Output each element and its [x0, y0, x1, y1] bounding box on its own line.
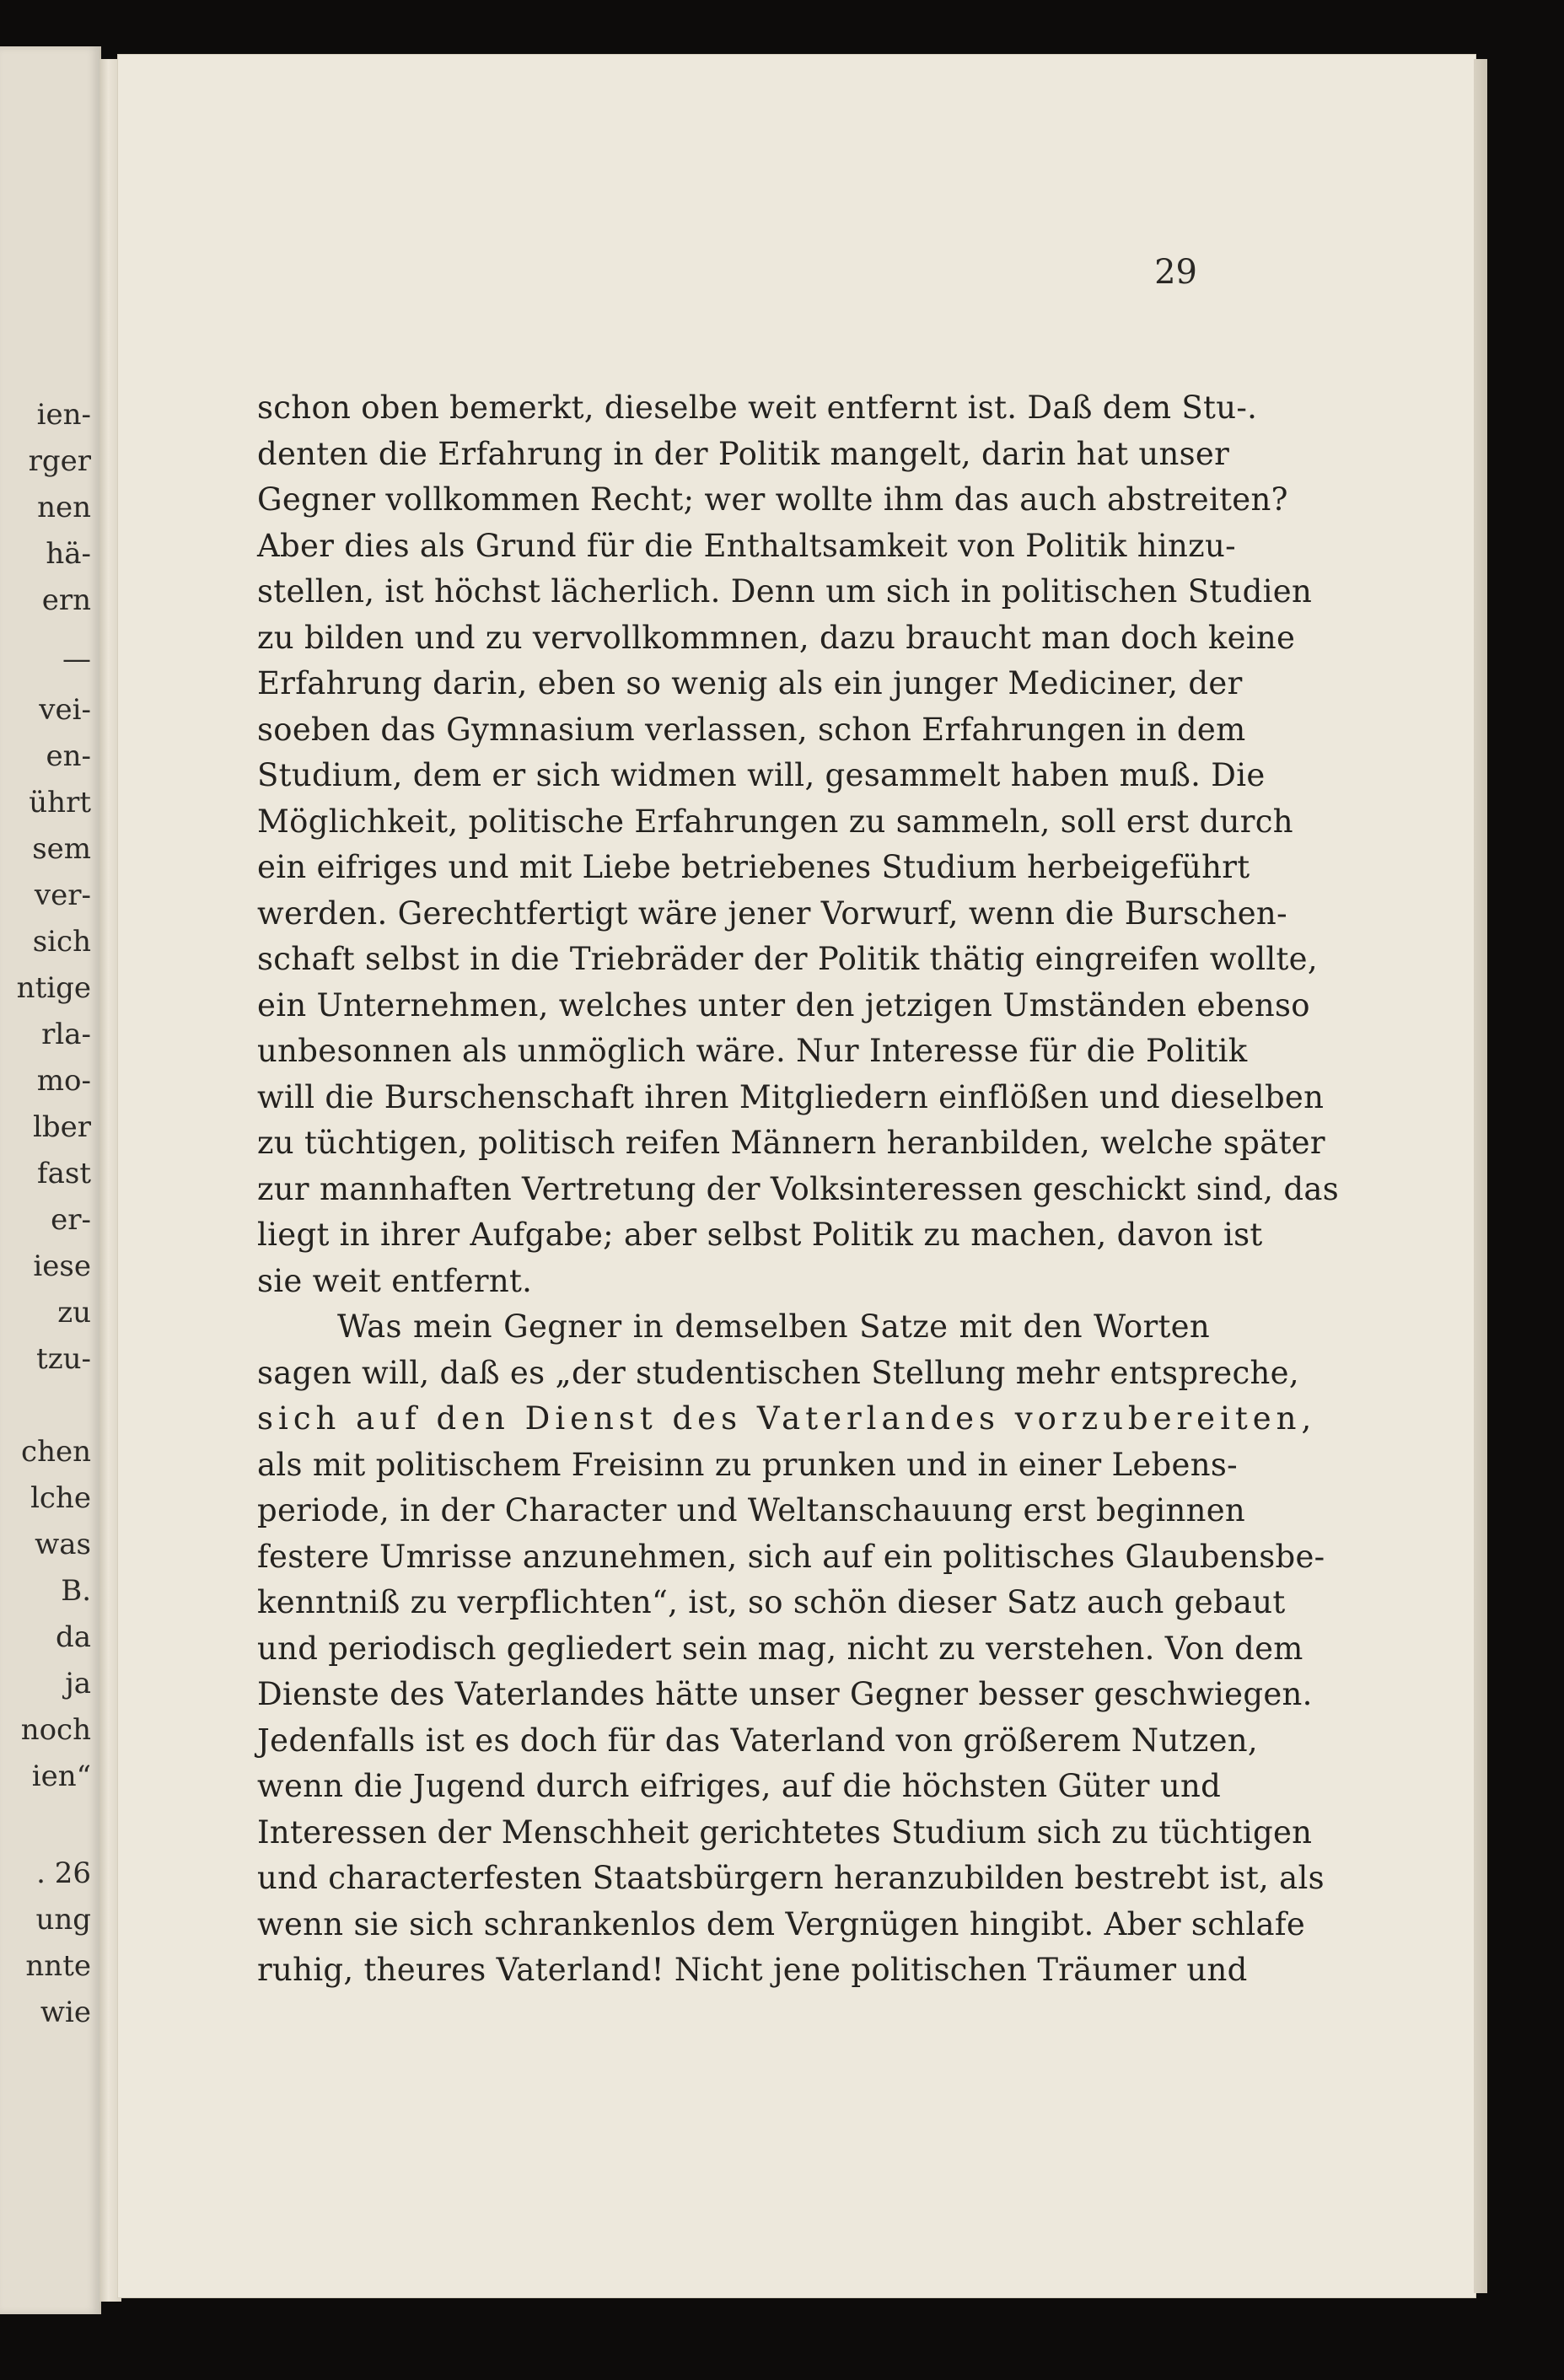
text-line: kenntniß zu verpflichten“, ist, so schön dieser Satz auch gebaut: [257, 1584, 1286, 1620]
previous-page-fragment: sich: [32, 925, 91, 959]
previous-page-fragment: noch: [20, 1713, 91, 1747]
text-line: will die Burschenschaft ihren Mitgliedern einflößen und dieselben: [257, 1078, 1325, 1115]
previous-page-fragment: ung: [35, 1903, 91, 1937]
previous-page-fragment: chen: [21, 1435, 91, 1469]
previous-page-fragment: rger: [28, 444, 91, 478]
previous-page-fragment: en-: [46, 739, 91, 773]
text-line: Gegner vollkommen Recht; wer wollte ihm das auch abstreiten?: [257, 481, 1288, 518]
text-line: periode, in der Character und Weltanschauung erst beginnen: [257, 1492, 1246, 1528]
text-line: wenn die Jugend durch eifriges, auf die höchsten Güter und: [257, 1768, 1222, 1804]
text-line: Jedenfalls ist es doch für das Vaterland von größerem Nutzen,: [257, 1722, 1258, 1759]
previous-page-fragment: nen: [37, 491, 91, 524]
text-line: wenn sie sich schrankenlos dem Vergnügen hingibt. Aber schlafe: [257, 1905, 1306, 1942]
previous-page-fragment: zu: [57, 1296, 91, 1330]
previous-page-fragment: lber: [32, 1110, 91, 1144]
text-line: ein eifriges und mit Liebe betriebenes Studium herbeigeführt: [257, 849, 1250, 885]
text-line: ein Unternehmen, welches unter den jetzigen Umständen ebenso: [257, 986, 1310, 1023]
previous-page-fragment: hä-: [46, 537, 91, 571]
spaced-emphasis-line: sich auf den Dienst des Vaterlandes vorzubereiten,: [257, 1400, 1317, 1437]
text-line: Studium, dem er sich widmen will, gesammelt haben muß. Die: [257, 757, 1266, 793]
text-line: Dienste des Vaterlandes hätte unser Gegner besser geschwiegen.: [257, 1676, 1313, 1712]
previous-page-strip: [0, 46, 101, 2314]
previous-page-fragment: ver-: [34, 878, 91, 912]
text-line: und periodisch gegliedert sein mag, nicht zu verstehen. Von dem: [257, 1630, 1303, 1667]
previous-page-fragment: lche: [30, 1481, 91, 1515]
previous-page-fragment: ien-: [36, 398, 91, 432]
previous-page-fragment: mo-: [36, 1064, 91, 1098]
text-line: unbesonnen als unmöglich wäre. Nur Interesse für die Politik: [257, 1033, 1248, 1069]
previous-page-fragment: B.: [61, 1574, 91, 1608]
text-line: zur mannhaften Vertretung der Volksinteressen geschickt sind, das: [257, 1170, 1340, 1207]
previous-page-fragment: nnte: [25, 1949, 91, 1983]
previous-page-fragment: wie: [40, 1996, 91, 2029]
text-line: und characterfesten Staatsbürgern heranzubilden bestrebt ist, als: [257, 1860, 1325, 1896]
previous-page-fragment: . 26: [36, 1856, 91, 1890]
previous-page-fragment: rla-: [41, 1018, 91, 1051]
text-line: Interessen der Menschheit gerichtetes Studium sich zu tüchtigen: [257, 1813, 1313, 1851]
previous-page-fragment: fast: [37, 1157, 91, 1190]
text-line: soeben das Gymnasium verlassen, schon Erfahrungen in dem: [257, 711, 1246, 748]
previous-page-fragment: da: [55, 1620, 91, 1654]
text-line: als mit politischem Freisinn zu prunken und in einer Lebens-: [257, 1446, 1238, 1483]
text-line: festere Umrisse anzunehmen, sich auf ein politisches Glaubensbe-: [257, 1538, 1325, 1575]
text-line: ruhig, theures Vaterland! Nicht jene politischen Träumer und: [257, 1952, 1248, 1988]
paragraph-end-line: sie weit entfernt.: [257, 1262, 533, 1299]
previous-page-fragment: ja: [65, 1667, 91, 1700]
text-line: stellen, ist höchst lächerlich. Denn um sich in politischen Studien: [257, 573, 1313, 610]
text-line: liegt in ihrer Aufgabe; aber selbst Politik zu machen, davon ist: [257, 1217, 1263, 1253]
text-line: schaft selbst in die Triebräder der Politik thätig eingreifen wollte,: [257, 941, 1318, 977]
text-line: zu tüchtigen, politisch reifen Männern heranbilden, welche später: [257, 1125, 1325, 1161]
previous-page-fragment: ührt: [29, 786, 91, 819]
previous-page-fragment: —: [62, 642, 91, 676]
page-edge: [1474, 59, 1487, 2293]
paragraph-start-line: Was mein Gegner in demselben Satze mit den Worten: [337, 1308, 1210, 1345]
previous-page-fragment: er-: [51, 1203, 91, 1237]
text-line: Möglichkeit, politische Erfahrungen zu sammeln, soll erst durch: [257, 803, 1293, 840]
previous-page-fragment: iese: [33, 1249, 91, 1283]
text-line: zu bilden und zu vervollkommnen, dazu braucht man doch keine: [257, 619, 1296, 656]
text-line: werden. Gerechtfertigt wäre jener Vorwurf, wenn die Burschen-: [257, 895, 1287, 932]
previous-page-fragment: tzu-: [36, 1342, 91, 1376]
previous-page-fragment: was: [35, 1528, 91, 1561]
text-line: schon oben bemerkt, dieselbe weit entfernt ist. Daß dem Stu-.: [257, 390, 1258, 426]
page-number: 29: [1154, 253, 1197, 292]
previous-page-fragment: ntige: [16, 971, 91, 1005]
body-text: [257, 385, 1340, 1994]
text-line: denten die Erfahrung in der Politik mangelt, darin hat unser: [257, 435, 1230, 472]
previous-page-fragment: ien“: [31, 1759, 91, 1793]
previous-page-fragment: sem: [32, 832, 91, 866]
previous-page-fragment: vei-: [39, 693, 91, 727]
text-line: sagen will, daß es „der studentischen Stellung mehr entspreche,: [257, 1354, 1299, 1391]
previous-page-fragment: ern: [41, 583, 91, 617]
text-line: Erfahrung darin, eben so wenig als ein junger Mediciner, der: [257, 665, 1243, 701]
text-line: Aber dies als Grund für die Enthaltsamkeit von Politik hinzu-: [257, 527, 1236, 564]
